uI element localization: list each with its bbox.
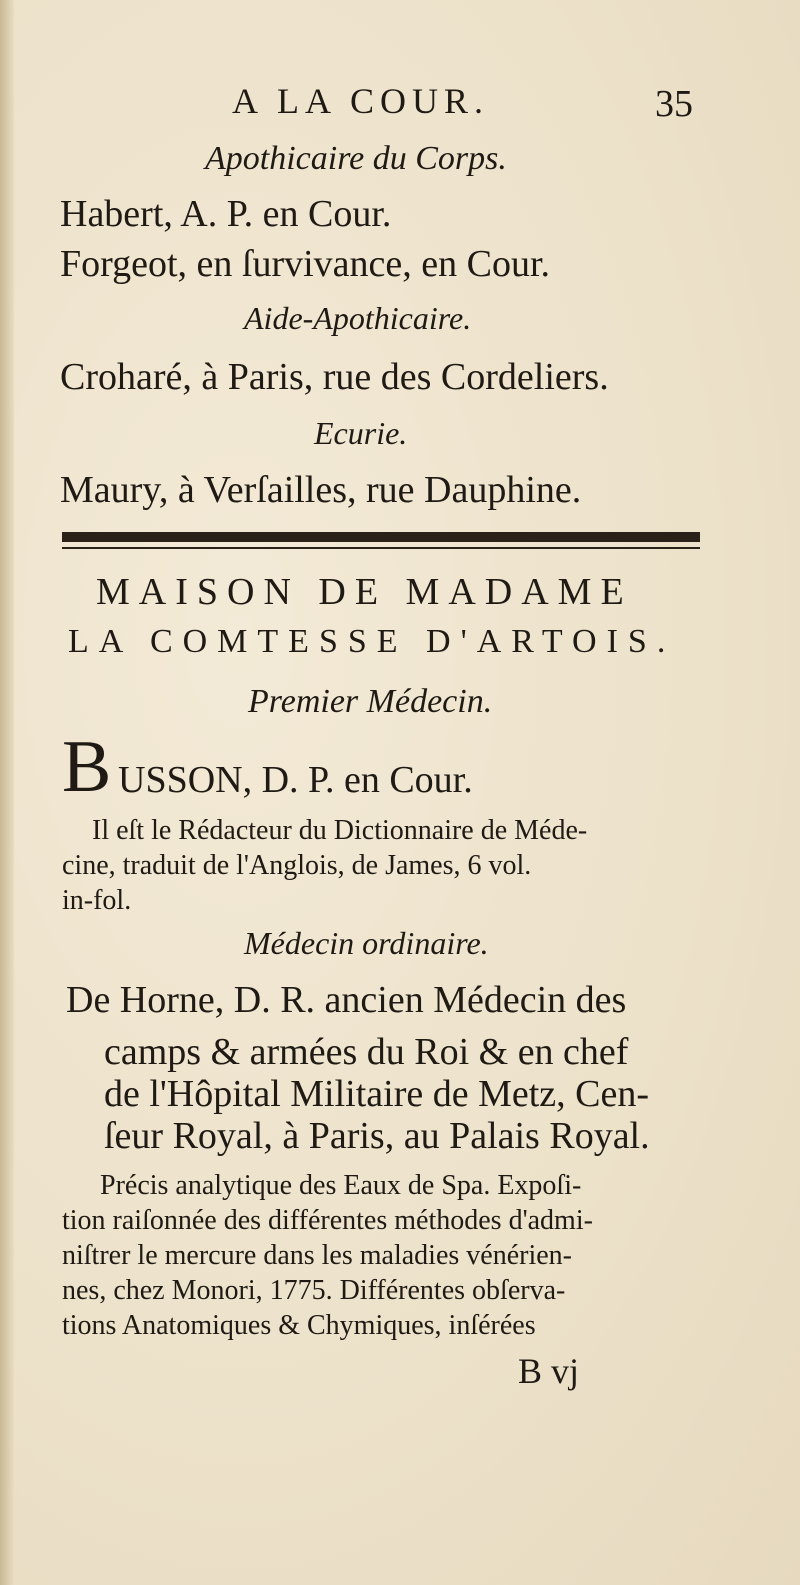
horne-note-line5: tions Anatomiques & Chymiques, inſérées (62, 1310, 536, 1341)
busson-note-line2: cine, traduit de l'Anglois, de James, 6 vol. (62, 850, 532, 881)
signature-mark: B vj (518, 1351, 580, 1391)
heading-premier-medecin: Premier Médecin. (248, 683, 493, 720)
entry-forgeot: Forgeot, en ſurvivance, en Cour. (60, 243, 551, 285)
page-gutter (0, 0, 14, 1585)
horne-note-line3: niſtrer le mercure dans les maladies vénérien- (62, 1240, 572, 1271)
busson-note-line1: Il eſt le Rédacteur du Dictionnaire de Méde- (92, 815, 588, 846)
heading-ecurie: Ecurie. (314, 415, 408, 451)
thin-rule (62, 547, 700, 549)
entry-crohare: Croharé, à Paris, rue des Cordeliers. (60, 356, 609, 398)
entry-horne-line3: de l'Hôpital Militaire de Metz, Cen- (104, 1073, 650, 1115)
entry-busson: USSON, D. P. en Cour. (118, 759, 473, 801)
horne-note-line4: nes, chez Monori, 1775. Différentes obſerva- (62, 1275, 566, 1306)
drop-cap: B (62, 726, 112, 808)
busson-note-line3: in-fol. (62, 885, 132, 916)
running-head: A LA COUR. (232, 81, 490, 121)
entry-horne-line1: De Horne, D. R. ancien Médecin des (66, 979, 627, 1021)
section-title-line1: MAISON DE MADAME (96, 571, 633, 613)
page-number: 35 (655, 83, 693, 125)
entry-horne-line2: camps & armées du Roi & en chef (104, 1031, 629, 1073)
entry-horne-line4: ſeur Royal, à Paris, au Palais Royal. (104, 1115, 650, 1157)
heading-aide-apothicaire: Aide-Apothicaire. (244, 300, 472, 336)
entry-habert: Habert, A. P. en Cour. (60, 193, 392, 235)
horne-note-line1: Précis analytique des Eaux de Spa. Expoſi- (100, 1170, 582, 1201)
ornamental-rule (62, 532, 700, 542)
horne-note-line2: tion raiſonnée des différentes méthodes d'admi- (62, 1205, 593, 1236)
entry-maury: Maury, à Verſailles, rue Dauphine. (60, 469, 582, 511)
heading-apothicaire-corps: Apothicaire du Corps. (205, 140, 507, 177)
section-title-line2: LA COMTESSE D'ARTOIS. (68, 623, 676, 660)
heading-medecin-ordinaire: Médecin ordinaire. (244, 925, 489, 961)
